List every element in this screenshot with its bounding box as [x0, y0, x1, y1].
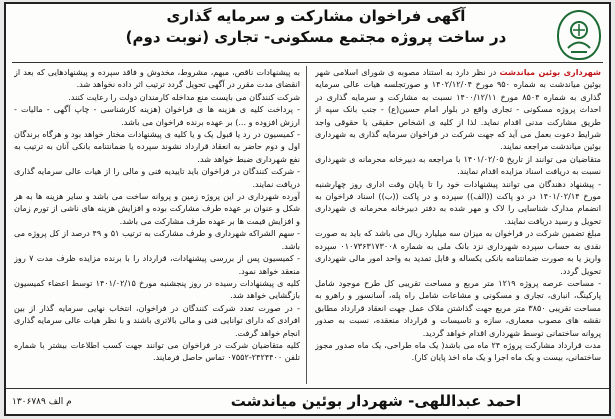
notice-subtitle: در ساخت پروژه مجتمع مسکونی- تجاری (نوبت دوم) [125, 28, 507, 46]
paragraph-text: آورده شهرداری در این پروژه زمین و پروانه ساخت می باشد و سایر هزینه ها به هر شکل و عنوان بر عهده طرف مشارکت بوده و افزایش هزینه های ناشی از تورم زمان و افزایش قیمت ها بر عهده طرف مشارکت می باشد. [14, 191, 300, 226]
mayor-signature: احمد عبداللهی- شهردار بوئین میاندشت [230, 392, 522, 410]
left-column [14, 66, 300, 384]
notice-page [4, 2, 611, 416]
paragraph-text: - شرکت کنندگان در فراخوان باید تاییدیه فنی و مالی را از هیات عالی سرمایه گذاری دریافت نمایند. [14, 166, 300, 189]
municipality-logo-icon [557, 10, 601, 60]
paragraph-text: شرکت کنندگان می بایست منع مداخله کارمندان دولت را رعایت کنند. [68, 91, 300, 102]
paragraph-text: - پیشنهاد دهندگان می توانند پیشنهادات خود را تا پایان وقت اداری روز چهارشنبه مورخ ۱۴۰۱/۰۲/۱۴ در دو پاکت ((الف)) سپرده و در پاکت ((ب)) اسناد فراخوان به انضمام مدارک شناسایی را لاک و مهر شده به دفتر دبیرخانه محرمانه ی شهرداری تحویل و رسید دریافت نمایند. [315, 178, 601, 226]
left-column-paragraph [14, 277, 300, 302]
left-column-paragraph [14, 128, 300, 165]
paragraph-text: کلیه متقاضیان شرکت در فراخوان می توانند جهت کسب اطلاعات بیشتر با شماره تلفن ۲۴۲۴۴۰۰-۰۷۵۵۲ تماس حاصل فرمایند. [14, 339, 300, 363]
paragraph-text: - کمیسیون پس از بررسی پیشنهادات، قرارداد را با برنده مزایده ظرف مدت ۷ روز منعقد خواهد نمود. [14, 253, 300, 276]
left-column-paragraph [14, 252, 300, 277]
right-column-paragraph [315, 153, 601, 178]
left-column-paragraph [14, 91, 300, 103]
left-column-paragraph [14, 339, 300, 364]
right-column-paragraph [315, 178, 601, 228]
paragraph-text: - در صورت تعدد شرکت کنندگان در فراخوان، انتخاب نهایی سرمایه گذار از بین افرادی که دارای توانایی فنی و مالی بالاتری باشند و با نظر هیات عالی سرمایه گذاری انجام خواهد گرفت. [14, 302, 300, 338]
notice-title: آگهی فراخوان مشارکت و سرمایه گذاری [166, 7, 466, 25]
header-divider [12, 62, 603, 63]
paragraph-text: به پیشنهادات ناقص، مبهم، مشروط، مخدوش و فاقد سپرده و پیشنهادهایی که بعد از انقضای مدت مقرر در آگهی تحویل گردد ترتیب اثر داده نخواهد شد. [14, 67, 300, 90]
paragraph-text: کلیه ی پیشنهادات رسیده در روز پنجشنبه مورخ ۱۴۰۱/۰۲/۱۵ توسط اعضاء کمیسیون بازگشایی خواهد شد. [14, 277, 300, 301]
lead-text: شهرداری بوئین میاندشت [499, 67, 601, 77]
paragraph-text: مبلغ تضمین شرکت در فراخوان به میزان سه میلیارد ریال می باشد که باید به صورت نقدی به حساب سپرده شهرداری نزد بانک ملی به شماره ۰۱۰۷۳۶۳۱۷۳۰۰۸ سپرده واریز یا به صورت ضمانتنامه بانکی یکساله و قابل تمدید به واحد امور مالی شهرداری تحویل گردد. [315, 228, 601, 276]
right-column-paragraph [315, 277, 601, 339]
paragraph-text: - مساحت عرصه پروژه ۱۲۱۹ متر مربع و مساحت تقریبی کل طرح موجود شامل پارکینگ، انباری، تجاری و مسکونی و مشاعات شامل راه پله، آسانسور و راهرو به مساحت تقریبی ۳۸۵۰ متر مربع جهت گذاشتن ملاک عمل جهت انعقاد قرارداد مطابق نقشه های مصوب معماری، سازه و تاسیسات و قرارداد منعقده، نسبت به صدور پروانه ساختمانی توسط شهرداری اقدام خواهد گردید. [315, 277, 601, 338]
right-column-paragraph [315, 227, 601, 277]
left-column-paragraph [14, 227, 300, 252]
paragraph-text: - سهم الشراکه شهرداری و طرف مشارکت به ترتیب ۵۱ و ۴۹ درصد از کل پروژه می باشد. [14, 228, 300, 251]
right-column-paragraph [315, 66, 601, 153]
column-divider [306, 66, 307, 384]
right-column-paragraph [315, 339, 601, 364]
left-column-paragraph [14, 165, 300, 190]
left-column-paragraph [14, 103, 300, 128]
paragraph-text: متقاضیان می توانند از تاریخ ۱۴۰۱/۰۲/۰۵ با مراجعه به دبیرخانه محرمانه ی شهرداری نسبت به دریافت اسناد مزایده اقدام نمایند. [315, 153, 601, 177]
paragraph-text: در نظر دارد به استناد مصوبه ی شورای اسلامی شهر بوئین میاندشت به شماره ۹۵۰ مورخ ۱۴۰۲/۱۲/۰۴ و صورتجلسه هیات عالی سرمایه گذاری به شماره ۸۵۰۴ مورخ ۱۴۰۰/۱۲/۱۱ نسبت به مشارکت و سرمایه گذاری در احداث پروژه مسکونی - تجاری واقع در بلوار امام حسین(ع) - جنب بانک سپه از طریق مشارکت مدنی اقدام نماید. لذا از کلیه ی اشخاص حقیقی یا حقوقی واجد شرایط دعوت بعمل می آید که جهت شرکت در فراخوان سرمایه گذاری به شهرداری بوئین میاندشت مراجعه نمایند. [315, 67, 601, 152]
notice-header [6, 4, 609, 59]
notice-footer [6, 388, 609, 416]
paragraph-text: - پرداخت کلیه ی هزینه ها ی فراخوان (هزینه کارشناسی - چاپ آگهی - مالیات - ارزش افزوده و ...) بر عهده برنده فراخوان می باشد. [14, 104, 300, 127]
right-column [315, 66, 601, 384]
left-column-paragraph [14, 66, 300, 91]
notice-code: م الف ۱۳۰۶۷۸۹ [12, 397, 72, 407]
paragraph-text: مدت قرارداد مشارکت پروژه ۲۴ ماه می باشد( یک ماه طراحی، یک ماه صدور مجوز ساختمانی، بیست و یک ماه اجرا و یک ماه اخذ پایان کار). [315, 339, 601, 363]
left-column-paragraph [14, 302, 300, 339]
left-column-paragraph [14, 190, 300, 227]
paragraph-text: - کمیسیون در رد یا قبول یک و یا کلیه ی پیشنهادات مختار خواهد بود و هرگاه برندگان اول و دوم حاضر به انعقاد قرارداد نشوند سپرده یا ضمانتنامه بانکی آنان به ترتیب به نفع شهرداری ضبط خواهد شد. [14, 129, 300, 164]
